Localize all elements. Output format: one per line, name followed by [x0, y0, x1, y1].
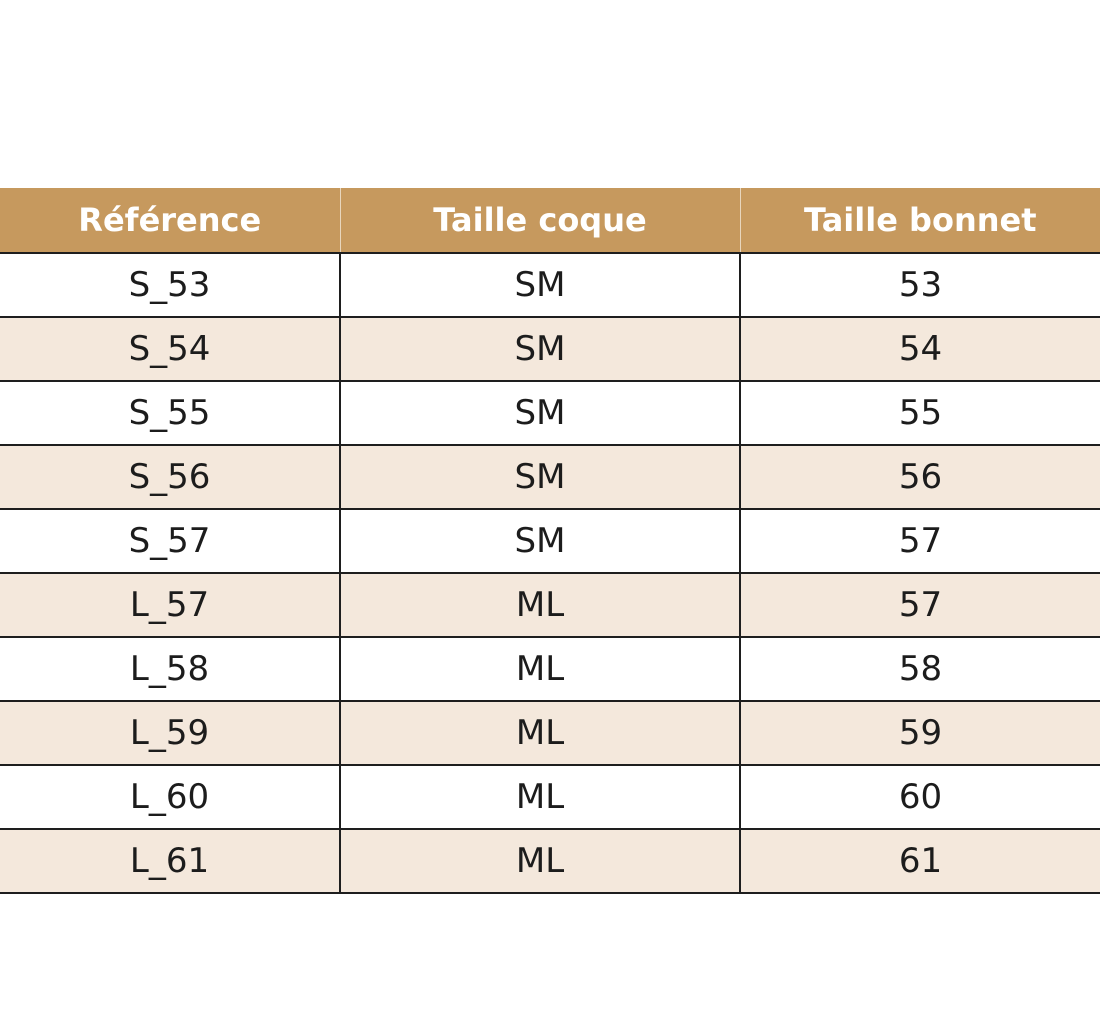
cell-taille-bonnet: 55 — [740, 381, 1100, 445]
table-row — [0, 253, 1100, 317]
cell-taille-coque: ML — [340, 765, 740, 829]
cell-taille-bonnet: 54 — [740, 317, 1100, 381]
cell-reference: L_61 — [0, 829, 340, 893]
table-row — [0, 445, 1100, 509]
header-row — [0, 188, 1100, 253]
table-row — [0, 637, 1100, 701]
table-row — [0, 381, 1100, 445]
table-row — [0, 829, 1100, 893]
cell-reference: S_56 — [0, 445, 340, 509]
header-taille-bonnet: Taille bonnet — [740, 188, 1100, 253]
cell-reference: L_60 — [0, 765, 340, 829]
table-row — [0, 573, 1100, 637]
cell-reference: S_54 — [0, 317, 340, 381]
table-row — [0, 701, 1100, 765]
cell-taille-bonnet: 61 — [740, 829, 1100, 893]
cell-taille-bonnet: 58 — [740, 637, 1100, 701]
cell-reference: L_59 — [0, 701, 340, 765]
table-row — [0, 317, 1100, 381]
table-body — [0, 253, 1100, 893]
cell-reference: S_55 — [0, 381, 340, 445]
cell-taille-bonnet: 53 — [740, 253, 1100, 317]
cell-reference: S_57 — [0, 509, 340, 573]
cell-taille-coque: ML — [340, 701, 740, 765]
cell-taille-coque: ML — [340, 573, 740, 637]
cell-taille-bonnet: 59 — [740, 701, 1100, 765]
cell-taille-coque: ML — [340, 637, 740, 701]
header-reference: Référence — [0, 188, 340, 253]
cell-taille-coque: SM — [340, 445, 740, 509]
table-row — [0, 765, 1100, 829]
cell-taille-bonnet: 57 — [740, 573, 1100, 637]
cell-reference: L_57 — [0, 573, 340, 637]
cell-taille-bonnet: 60 — [740, 765, 1100, 829]
cell-taille-coque: SM — [340, 509, 740, 573]
cell-reference: L_58 — [0, 637, 340, 701]
cell-taille-bonnet: 56 — [740, 445, 1100, 509]
table-row — [0, 509, 1100, 573]
cell-taille-coque: SM — [340, 253, 740, 317]
cell-taille-coque: SM — [340, 317, 740, 381]
cell-reference: S_53 — [0, 253, 340, 317]
cell-taille-coque: SM — [340, 381, 740, 445]
header-taille-coque: Taille coque — [340, 188, 740, 253]
table-header — [0, 188, 1100, 253]
cell-taille-coque: ML — [340, 829, 740, 893]
cell-taille-bonnet: 57 — [740, 509, 1100, 573]
size-table — [0, 188, 1100, 894]
